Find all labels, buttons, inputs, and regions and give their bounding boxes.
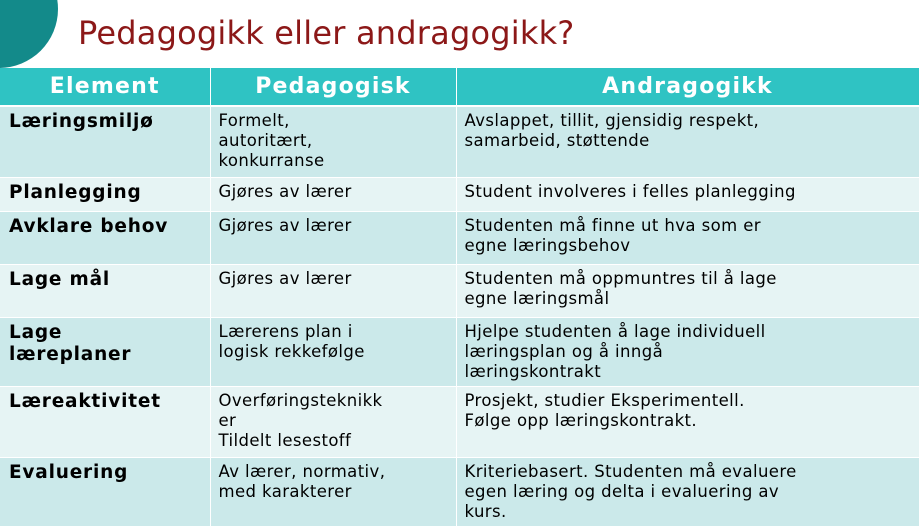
- header-pedagogisk: Pedagogisk: [210, 68, 456, 106]
- cell-pedagogisk: Gjøres av lærer: [210, 264, 456, 317]
- cell-andragogikk: Studenten må oppmuntres til å lage egne læringsmål: [456, 264, 919, 317]
- cell-element: Planlegging: [0, 177, 210, 211]
- table-row: [0, 264, 919, 317]
- cell-element: Lage læreplaner: [0, 317, 210, 386]
- header-element: Element: [0, 68, 210, 106]
- cell-pedagogisk: Gjøres av lærer: [210, 211, 456, 264]
- table-header-row: [0, 68, 919, 106]
- cell-andragogikk: Avslappet, tillit, gjensidig respekt, samarbeid, støttende: [456, 106, 919, 177]
- cell-andragogikk: Kriteriebasert. Studenten må evaluere egen læring og delta i evaluering av kurs.: [456, 457, 919, 526]
- slide-title: Pedagogikk eller andragogikk?: [78, 14, 575, 52]
- cell-andragogikk: Hjelpe studenten å lage individuell læringsplan og å inngå læringskontrakt: [456, 317, 919, 386]
- cell-element: Avklare behov: [0, 211, 210, 264]
- cell-element: Lage mål: [0, 264, 210, 317]
- comparison-table: [0, 68, 919, 526]
- cell-element: Læreaktivitet: [0, 386, 210, 457]
- cell-element: Evaluering: [0, 457, 210, 526]
- cell-element: Læringsmiljø: [0, 106, 210, 177]
- cell-pedagogisk: Lærerens plan i logisk rekkefølge: [210, 317, 456, 386]
- table-row: [0, 317, 919, 386]
- cell-andragogikk: Prosjekt, studier Eksperimentell. Følge opp læringskontrakt.: [456, 386, 919, 457]
- cell-pedagogisk: Formelt, autoritært, konkurranse: [210, 106, 456, 177]
- table-row: [0, 177, 919, 211]
- table-row: [0, 211, 919, 264]
- cell-andragogikk: Studenten må finne ut hva som er egne læringsbehov: [456, 211, 919, 264]
- table-row: [0, 457, 919, 526]
- table-row: [0, 386, 919, 457]
- corner-accent-shape: [0, 0, 58, 68]
- cell-pedagogisk: Gjøres av lærer: [210, 177, 456, 211]
- header-andragogikk: Andragogikk: [456, 68, 919, 106]
- cell-pedagogisk: Overføringsteknikk er Tildelt lesestoff: [210, 386, 456, 457]
- table-row: [0, 106, 919, 177]
- cell-pedagogisk: Av lærer, normativ, med karakterer: [210, 457, 456, 526]
- cell-andragogikk: Student involveres i felles planlegging: [456, 177, 919, 211]
